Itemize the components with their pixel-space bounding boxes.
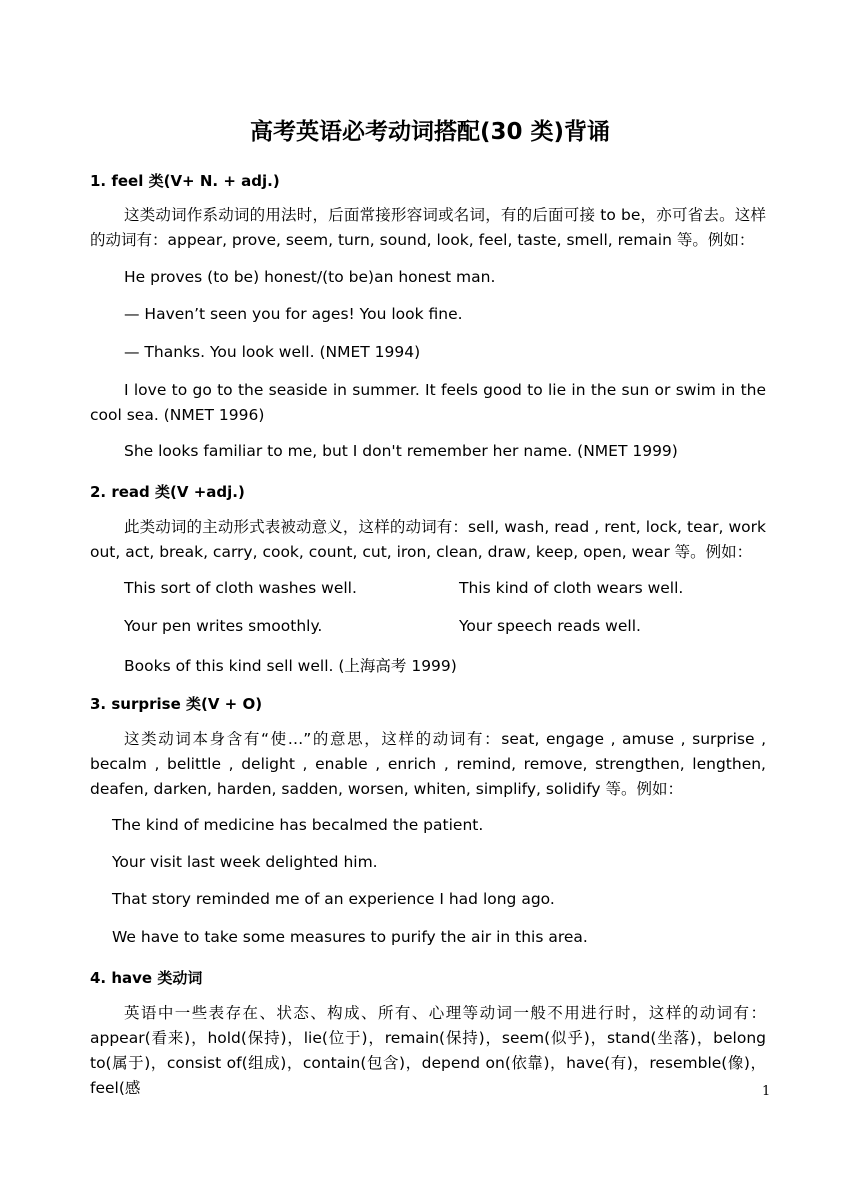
section-heading: 3. surprise 类(V + O) xyxy=(90,695,263,713)
example-sentence: I love to go to the seaside in summer. It feels good to lie in the sun or swim in the cool sea. (NMET 1996) xyxy=(90,381,766,424)
example-sentence: Your speech reads well. xyxy=(459,617,641,635)
example-sentence: That story reminded me of an experience I had long ago. xyxy=(112,890,555,908)
example-sentence: This kind of cloth wears well. xyxy=(459,579,684,597)
example-sentence: — Thanks. You look well. (NMET 1994) xyxy=(124,343,421,361)
section-heading: 2. read 类(V +adj.) xyxy=(90,483,245,501)
example-sentence: This sort of cloth washes well. xyxy=(124,579,357,597)
example-sentence: Your pen writes smoothly. xyxy=(124,617,323,635)
example-sentence: She looks familiar to me, but I don't remember her name. (NMET 1999) xyxy=(124,442,678,460)
example-sentence: We have to take some measures to purify the air in this area. xyxy=(112,928,588,946)
example-sentence: The kind of medicine has becalmed the patient. xyxy=(112,816,484,834)
example-sentence: Your visit last week delighted him. xyxy=(112,853,378,871)
section-intro: 这类动词本身含有“使…”的意思，这样的动词有：seat, engage , amuse , surprise , becalm , belittle , delight , enable , enrich , remind, remove, strengthen, lengthen, deafen, darken, harden, sadden, worsen, whiten, simplify, solidify 等。例如： xyxy=(90,730,766,798)
example-sentence: He proves (to be) honest/(to be)an honest man. xyxy=(124,268,496,286)
section-heading: 1. feel 类(V+ N. + adj.) xyxy=(90,172,280,190)
page-number: 1 xyxy=(762,1084,771,1099)
page-title: 高考英语必考动词搭配(30 类)背诵 xyxy=(249,119,611,145)
section-intro: 英语中一些表存在、状态、构成、所有、心理等动词一般不用进行时，这样的动词有：appear(看来)，hold(保持)，lie(位于)，remain(保持)，seem(似乎)，stand(坐落)，belong to(属于)，consist of(组成)，contain(包含)，depend on(依靠)，have(有)，resemble(像)，feel(感 xyxy=(90,1004,766,1097)
section-heading: 4. have 类动词 xyxy=(90,969,203,987)
example-sentence: — Haven’t seen you for ages! You look fine. xyxy=(124,305,463,323)
section-intro: 此类动词的主动形式表被动意义，这样的动词有：sell, wash, read , rent, lock, tear, work out, act, break, carry, cook, count, cut, iron, clean, draw, keep, open, wear 等。例如： xyxy=(90,518,766,561)
example-sentence: Books of this kind sell well. (上海高考 1999) xyxy=(124,657,457,675)
section-intro: 这类动词作系动词的用法时，后面常接形容词或名词，有的后面可接 to be，亦可省去。这样的动词有：appear, prove, seem, turn, sound, look, feel, taste, smell, remain 等。例如： xyxy=(90,206,766,249)
